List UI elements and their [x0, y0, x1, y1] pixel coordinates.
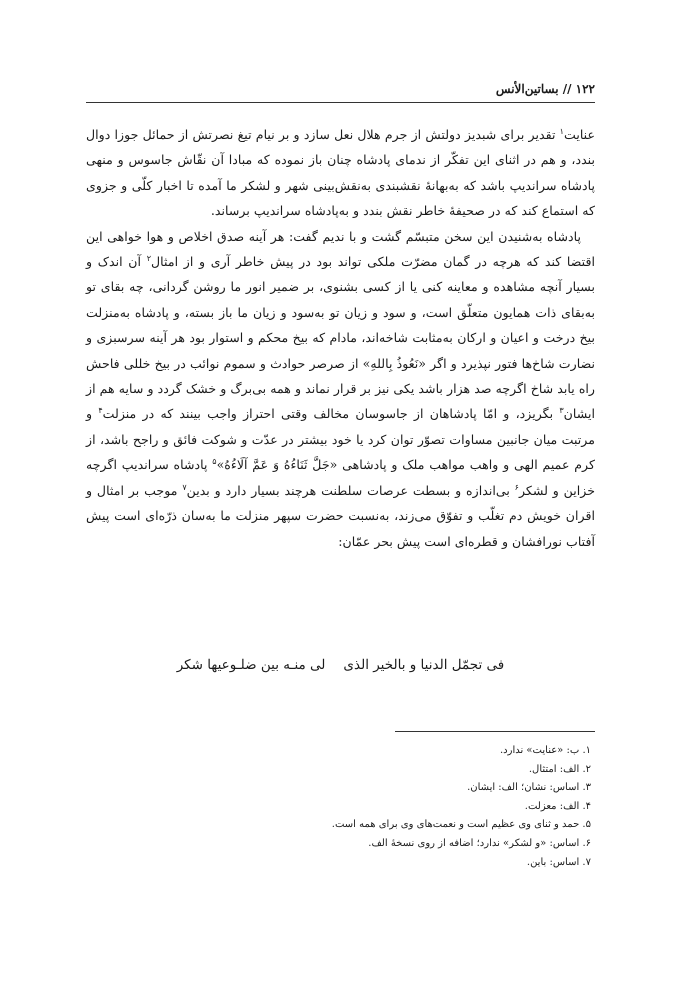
verse-hemistich-1: فی تجمّل الدنیا و بالخیر الذی — [343, 657, 505, 673]
footnote-marker: ۴ — [98, 406, 103, 416]
verse-hemistich-2: لی منـه بین ضلـوعیها شکر — [176, 657, 326, 673]
footnote-marker: ۵ — [212, 457, 217, 467]
footnote-marker: ۳ — [559, 406, 564, 416]
footnote-marker: ۷ — [182, 482, 187, 492]
running-head-text: ۱۲۲ // بساتین‌الأنس — [495, 82, 595, 96]
footnote-4: ۴. الف: معزلت. — [524, 800, 591, 812]
text-segment: و مرتبت میان جانبین مساوات تصوّر توان کرد یا خود بیشتر در عدّت و شوکت فائق و راجح باشد، از کرم عمیم الهی و واهب مواهب ملک و پادشاهی «جَلَّ ثَنَاءُهُ وَ عَمَّ آلَاءُهُ» — [86, 406, 595, 473]
text-segment: بی‌اندازه و بسطت عرصات سلطنت هرچند بسیار دارد و بدین — [186, 482, 515, 498]
footnote-7: ۷. اساس: باین. — [526, 856, 591, 868]
footnote-divider — [395, 731, 595, 732]
footnote-5: ۵. حمد و ثنای وی عظیم است و نعمت‌های وی برای همه است. — [331, 819, 591, 831]
paragraph-1 — [86, 122, 595, 224]
paragraph-2 — [86, 224, 595, 554]
text-segment: بگریزد، و امّا پادشاهان از جاسوسان مخالف وقتی احتراز واجب بینند که در منزلت — [102, 406, 560, 422]
text-segment: پادشاه سراندیپ اگرچه خزاین و لشکر — [86, 457, 596, 498]
footnote-3: ۳. اساس: نشان؛ الف: ایشان. — [467, 782, 591, 794]
footnote-6: ۶. اساس: «و لشکر» ندارد؛ اضافه از روی نسخهٔ الف. — [368, 837, 591, 849]
text-segment: تقدیر برای شبدیز دولتش از جرم هلال نعل سازد و بر نیام تیغ نصرتش از حمائل جوزا دوال بندد، و هم در اثنای این تفکّر از ندمای پادشاه چنان باز نموده که مبادا آن نقّاش جاسوس و منهی پادشاه سراندیپ باشد که به‌بهانهٔ نقشبندی به‌نقش‌بینی شهر و لشکر ما آمده تا اخبار کلّی و جزوی که استماع کند که در صحیفهٔ خاطر نقش بندد و به‌پادشاه سراندیپ برساند. — [86, 127, 595, 219]
footnote-marker: ۶ — [514, 482, 519, 492]
main-text — [86, 122, 595, 554]
running-header — [86, 80, 595, 103]
verse-couplet — [86, 652, 595, 678]
footnote-1: ۱. ب: «عنایت» ندارد. — [499, 745, 591, 756]
text-segment: آن اندک و بسیار آنچه مشاهده و معاینه کنی یا از کسی بشنوی، بر ضمیر انور ما روشن گردانی، چه بقای تو به‌بقای ذات همایون متعلّق است، و سود و زیان تو به‌سود و زیان ما باز بسته، و پادشاه به‌منزلت بیخ درخت و اعیان و ارکان به‌مثابت شاخه‌اند، مادام که بیخ محکم و استوار بود هر آینه سرسبزی و نضارت شاخ‌ها فتور نپذیرد و اگر «نَعُوذُ بِاللهِ» از صرصر حوادث و سموم نوائب در بیخ خللی فاحش راه یابد شاخ اگرچه صد هزار باشد یکی نیز بر قرار نماند و همه بی‌برگ و خشک گردد و سایه هم از ایشان — [86, 254, 595, 422]
text-segment: موجب بر امثال و اقران خویش دم تغلّب و تفوّق می‌زند، به‌نسبت حضرت سپهر منزلت ما به‌سان ذرّه‌ای است پیش آفتاب نورافشان و قطره‌ای است پیش بحر عمّان: — [86, 482, 595, 549]
text-segment: عنایت — [563, 127, 595, 142]
text-segment: پادشاه به‌شنیدن این سخن متبسّم گشت و با ندیم گفت: هر آینه صدق اخلاص و هوا خواهی این اقتضا کند که هرچه در گمان مضرّت ملکی تواند بود در پیش خاطر آری و از امثال — [86, 228, 595, 270]
footnote-marker: ۲ — [146, 253, 152, 263]
footnotes — [86, 742, 591, 872]
footnote-marker: ۱ — [559, 126, 564, 136]
footnote-2: ۲. الف: امتثال. — [528, 763, 591, 775]
